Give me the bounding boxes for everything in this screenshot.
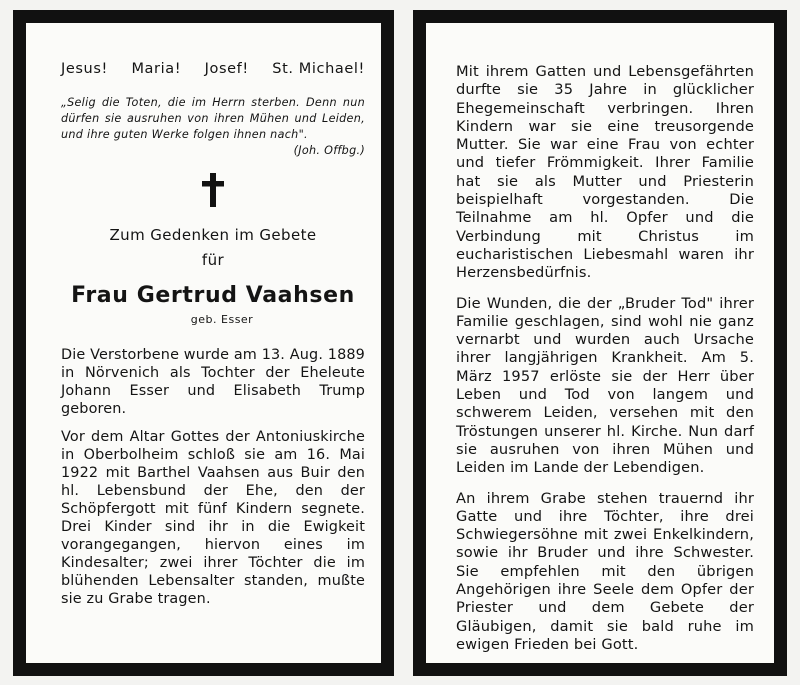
memorial-line-1: Zum Gedenken im Gebete	[109, 226, 317, 244]
biography-paragraph-mourners: An ihrem Grabe stehen trauernd ihr Gatte und ihre Töchter, ihre drei Schwiegersöhne mit zwei Enkelkindern, sowie ihr Bruder und ihre Schwester. Sie empfehlen mit den übrigen Angehörigen ihre Seele dem Opfer der Priester und dem Gebete der Gläubigen, damit sie bald ruhe im ewigen Frieden bei Gott.	[456, 489, 754, 653]
invocation-maria: Maria!	[131, 61, 182, 77]
scripture-quote	[61, 95, 365, 157]
card-front-paper	[26, 23, 381, 663]
biography-paragraph-death: Die Wunden, die der „Bruder Tod" ihrer Familie geschlagen, sind wohl nie ganz vernarbt und wurden auch Ursache ihrer langjährigen Krankheit. Am 5. März 1957 erlöste sie der Herr über Leben und Tod von langem und schwerem Leiden, versehen mit den Tröstungen unserer hl. Kirche. Nun darf sie ausruhen von ihren Mühen und Leiden im Lande der Lebendigen.	[456, 294, 754, 477]
memorial-card-back	[413, 10, 787, 676]
invocation-jesus: Jesus!	[61, 61, 108, 77]
memorial-line-2: für	[201, 251, 225, 269]
biography-paragraph-birth: Die Verstorbene wurde am 13. Aug. 1889 in Nörvenich als Tochter der Eheleute Johann Esser und Elisabeth Trump geboren.	[61, 347, 365, 417]
scripture-quote-text: „Selig die Toten, die im Herrn sterben. Denn nun dürfen sie ausruhen von ihren Mühen und Leiden, und ihre guten Werke folgen ihnen nach".	[61, 96, 365, 141]
invocation-line	[61, 61, 365, 77]
biography-paragraph-life: Mit ihrem Gatten und Lebensgefährten durfte sie 35 Jahre in glücklicher Ehegemeinschaft verbringen. Ihren Kindern war sie eine treusorgende Mutter. Sie war eine Frau von echter und tiefer Frömmigkeit. Ihrer Familie hat sie als Mutter und Priesterin beispielhaft vorgestanden. Die Teilnahme am hl. Opfer und die Verbindung mit Christus im eucharistischen Liebesmahl waren ihr Herzensbedürfnis.	[456, 63, 754, 282]
maiden-name: geb. Esser	[190, 313, 254, 326]
deceased-name: Frau Gertrud Vaahsen	[71, 283, 355, 308]
card-back-paper	[426, 23, 774, 663]
latin-cross-icon	[61, 173, 365, 207]
memorial-heading	[61, 223, 365, 273]
scripture-quote-source: (Joh. Offbg.)	[293, 144, 365, 157]
memorial-card-front	[13, 10, 394, 676]
scripture-quote-block	[61, 95, 365, 159]
invocation-josef: Josef!	[204, 61, 249, 77]
invocation-st-michael: St. Michael!	[272, 61, 365, 77]
biography-paragraph-marriage: Vor dem Altar Gottes der Antoniuskirche in Oberbolheim schloß sie am 16. Mai 1922 mit Barthel Vaahsen aus Buir den hl. Lebensbund der Ehe, den der Schöpfergott mit fünf Kindern segnete. Drei Kinder sind ihr in die Ewigkeit vorangegangen, hiervon eines im Kindesalter; zwei ihrer Töchter die im blühenden Lebensalter standen, mußte sie zu Grabe tragen.	[61, 429, 365, 607]
